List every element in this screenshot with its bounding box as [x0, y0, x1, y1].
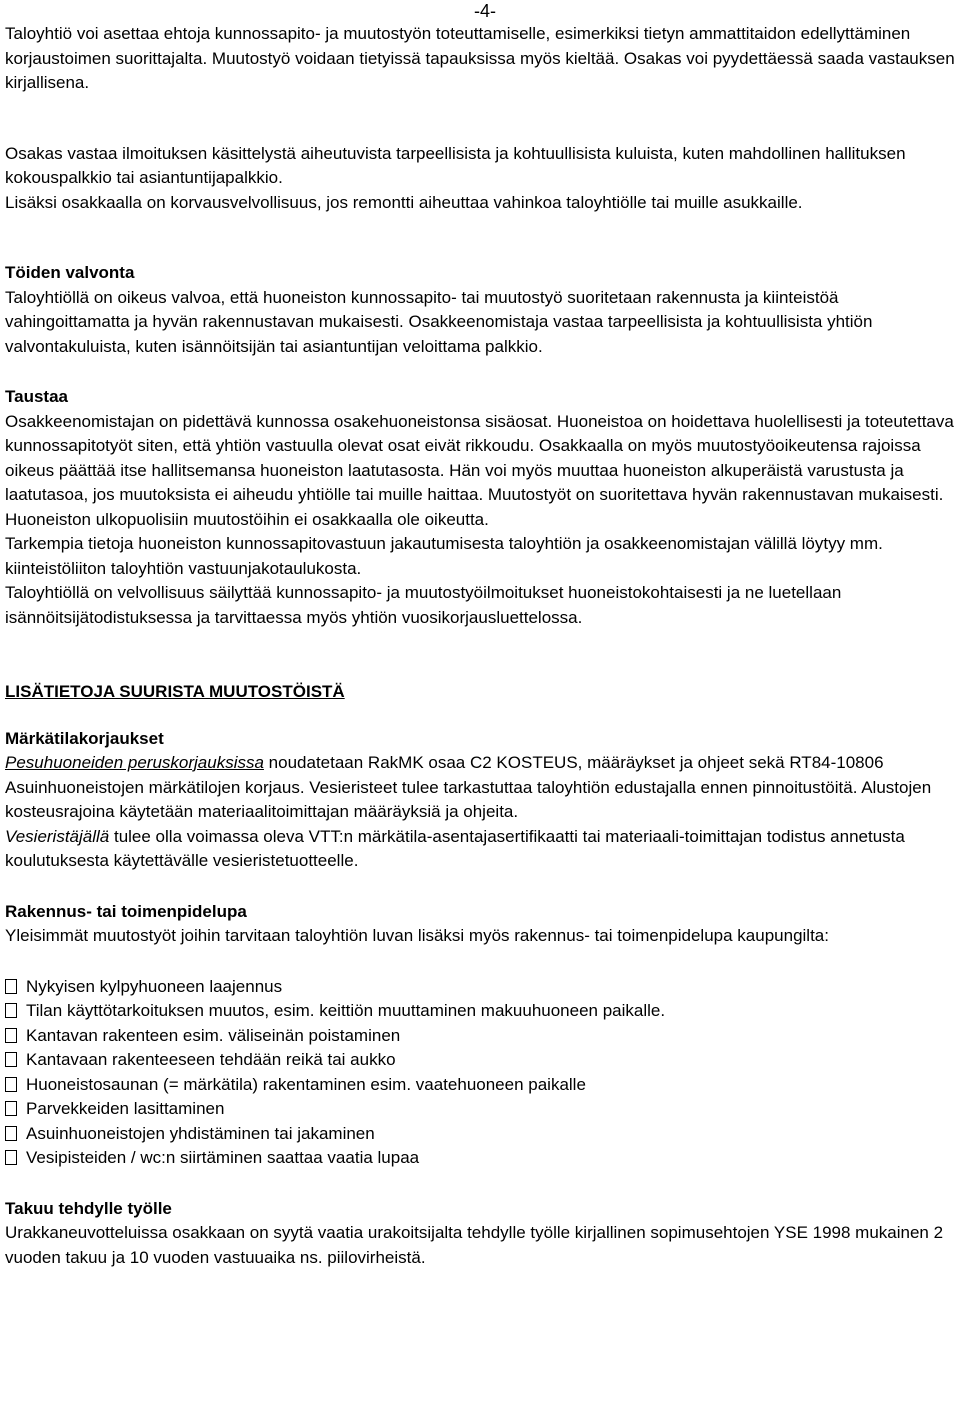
checkbox-square-icon	[5, 1077, 17, 1092]
checkbox-square-icon	[5, 1052, 17, 1067]
lisatietoja-heading: LISÄTIETOJA SUURISTA MUUTOSTÖISTÄ	[5, 682, 345, 701]
intro-paragraph-3: Lisäksi osakkaalla on korvausvelvollisuus, jos remontti aiheuttaa vahinkoa taloyhtiölle tai muille asukkaille.	[5, 192, 803, 212]
checkbox-square-icon	[5, 1101, 17, 1116]
taustaa-paragraph-1: Osakkeenomistajan on pidettävä kunnossa osakehuoneistonsa sisäosat. Huoneistoa on hoidettava huolellisesti ja toteutettava kunnossapitotyöt siten, että yhtiön vastuulla olevat osat eivät rikkoudu. Osakkaalla on myös muutostyöoikeutensa rajoissa oikeus päättää itse hallitsemansa huoneiston laatutasosta. Hän voi myös muuttaa huoneiston alkuperäistä varustusta ja laatutasoa, jos muutoksista ei aiheudu yhtiölle tai muille haittaa. Muutostyöt on suoritettava hyvän rakennustavan mukaisesti. Huoneiston ulkopuolisiin muutostöihin ei osakkaalla ole oikeutta.	[5, 411, 954, 529]
taustaa-paragraph-2: Tarkempia tietoja huoneiston kunnossapitovastuun jakautumisesta taloyhtiön ja osakkeenomistajan välillä löytyy mm. kiinteistöliiton taloyhtiön vastuunjakotaulukosta.	[5, 534, 883, 578]
list-item	[5, 1024, 955, 1049]
section-lupa	[5, 900, 955, 1171]
valvonta-heading: Töiden valvonta	[5, 263, 135, 282]
markatila-emphasis-2: Vesieristäjällä	[5, 826, 110, 846]
checkbox-square-icon	[5, 979, 17, 994]
taustaa-heading: Taustaa	[5, 387, 68, 406]
section-taustaa	[5, 385, 955, 630]
document-body	[5, 22, 955, 1270]
markatila-heading: Märkätilakorjaukset	[5, 728, 164, 748]
list-item	[5, 999, 955, 1024]
valvonta-text: Taloyhtiöllä on oikeus valvoa, että huoneiston kunnossapito- tai muutostyö suoritetaan rakennusta ja kiinteistöä vahingoittamatta ja hyvän rakennustavan mukaisesti. Osakkeenomistaja vastaa tarpeellisista ja kohtuullisista yhtiön valvontakuluista, kuten isännöitsijän tai asiantuntijan veloittama palkkio.	[5, 287, 873, 356]
markatila-text-1: noudatetaan RakMK osaa C2 KOSTEUS, määräykset ja ohjeet sekä RT84-10806 Asuinhuoneistojen märkätilojen korjaus. Vesieristeet tulee tarkastuttaa taloyhtiön edustajalla ennen pinnoitustöitä. Alustojen kosteusrajoina käytetään materiaalitoimittajan määräyksiä ja ohjeita.	[5, 753, 932, 821]
section-markatila	[5, 727, 955, 874]
takuu-heading: Takuu tehdylle työlle	[5, 1198, 172, 1218]
list-item-text: Asuinhuoneistojen yhdistäminen tai jakaminen	[26, 1123, 375, 1143]
markatila-paragraph-1	[5, 751, 955, 825]
lupa-heading: Rakennus- tai toimenpidelupa	[5, 901, 247, 921]
checkbox-square-icon	[5, 1028, 17, 1043]
intro-paragraph-1: Taloyhtiö voi asettaa ehtoja kunnossapito- ja muutostyön toteuttamiselle, esimerkiksi tietyn ammattitaidon edellyttäminen korjaustoimen suorittajalta. Muutostyö voidaan tietyissä tapauksissa myös kieltää. Osakas voi pyydettäessä saada vastauksen kirjallisena.	[5, 24, 955, 92]
takuu-text: Urakkaneuvotteluissa osakkaan on syytä vaatia urakoitsijalta tehdylle työlle kirjallinen sopimusehtojen YSE 1998 mukainen 2 vuoden takuu ja 10 vuoden vastuuaika ns. piilovirheistä.	[5, 1223, 944, 1267]
list-item-text: Parvekkeiden lasittaminen	[26, 1099, 225, 1118]
list-item-text: Nykyisen kylpyhuoneen laajennus	[26, 976, 283, 996]
list-item	[5, 1073, 955, 1098]
taustaa-paragraph-3: Taloyhtiöllä on velvollisuus säilyttää kunnossapito- ja muutostyöilmoitukset huoneistokohtaisesti ja ne luetellaan isännöitsijätodistuksessa ja tarvittaessa myös yhtiön vuosikorjausluettelossa.	[5, 583, 842, 627]
lupa-intro: Yleisimmät muutostyöt joihin tarvitaan taloyhtiön luvan lisäksi myös rakennus- tai toimenpidelupa kaupungilta:	[5, 926, 829, 945]
list-item-text: Vesipisteiden / wc:n siirtäminen saattaa vaatia lupaa	[26, 1148, 420, 1167]
list-item-text: Tilan käyttötarkoituksen muutos, esim. keittiön muuttaminen makuuhuoneen paikalle.	[26, 1001, 666, 1020]
list-item-text: Kantavaan rakenteeseen tehdään reikä tai aukko	[26, 1050, 396, 1069]
list-item-text: Huoneistosaunan (= märkätila) rakentaminen esim. vaatehuoneen paikalle	[26, 1074, 586, 1094]
list-item-text: Kantavan rakenteen esim. väliseinän poistaminen	[26, 1025, 401, 1045]
markatila-text-2: tulee olla voimassa oleva VTT:n märkätila-asentajasertifikaatti tai materiaali-toimittajan todistus annetusta koulutuksesta käytettävälle vesieristetuotteelle.	[5, 826, 905, 870]
markatila-paragraph-2	[5, 825, 955, 874]
checkbox-square-icon	[5, 1003, 17, 1018]
lupa-list	[5, 975, 955, 1171]
section-valvonta	[5, 261, 955, 359]
markatila-emphasis-1: Pesuhuoneiden peruskorjauksissa	[5, 753, 264, 772]
list-item	[5, 1122, 955, 1147]
list-item	[5, 1048, 955, 1073]
intro-paragraph-2: Osakas vastaa ilmoituksen käsittelystä aiheutuvista tarpeellisista ja kohtuullisista kuluista, kuten mahdollinen hallituksen kokouspalkkio tai asiantuntijapalkkio.	[5, 143, 906, 187]
checkbox-square-icon	[5, 1150, 17, 1165]
list-item	[5, 975, 955, 1000]
page-number: -4-	[474, 1, 496, 21]
list-item	[5, 1146, 955, 1171]
checkbox-square-icon	[5, 1126, 17, 1141]
list-item	[5, 1097, 955, 1122]
section-takuu	[5, 1197, 955, 1271]
